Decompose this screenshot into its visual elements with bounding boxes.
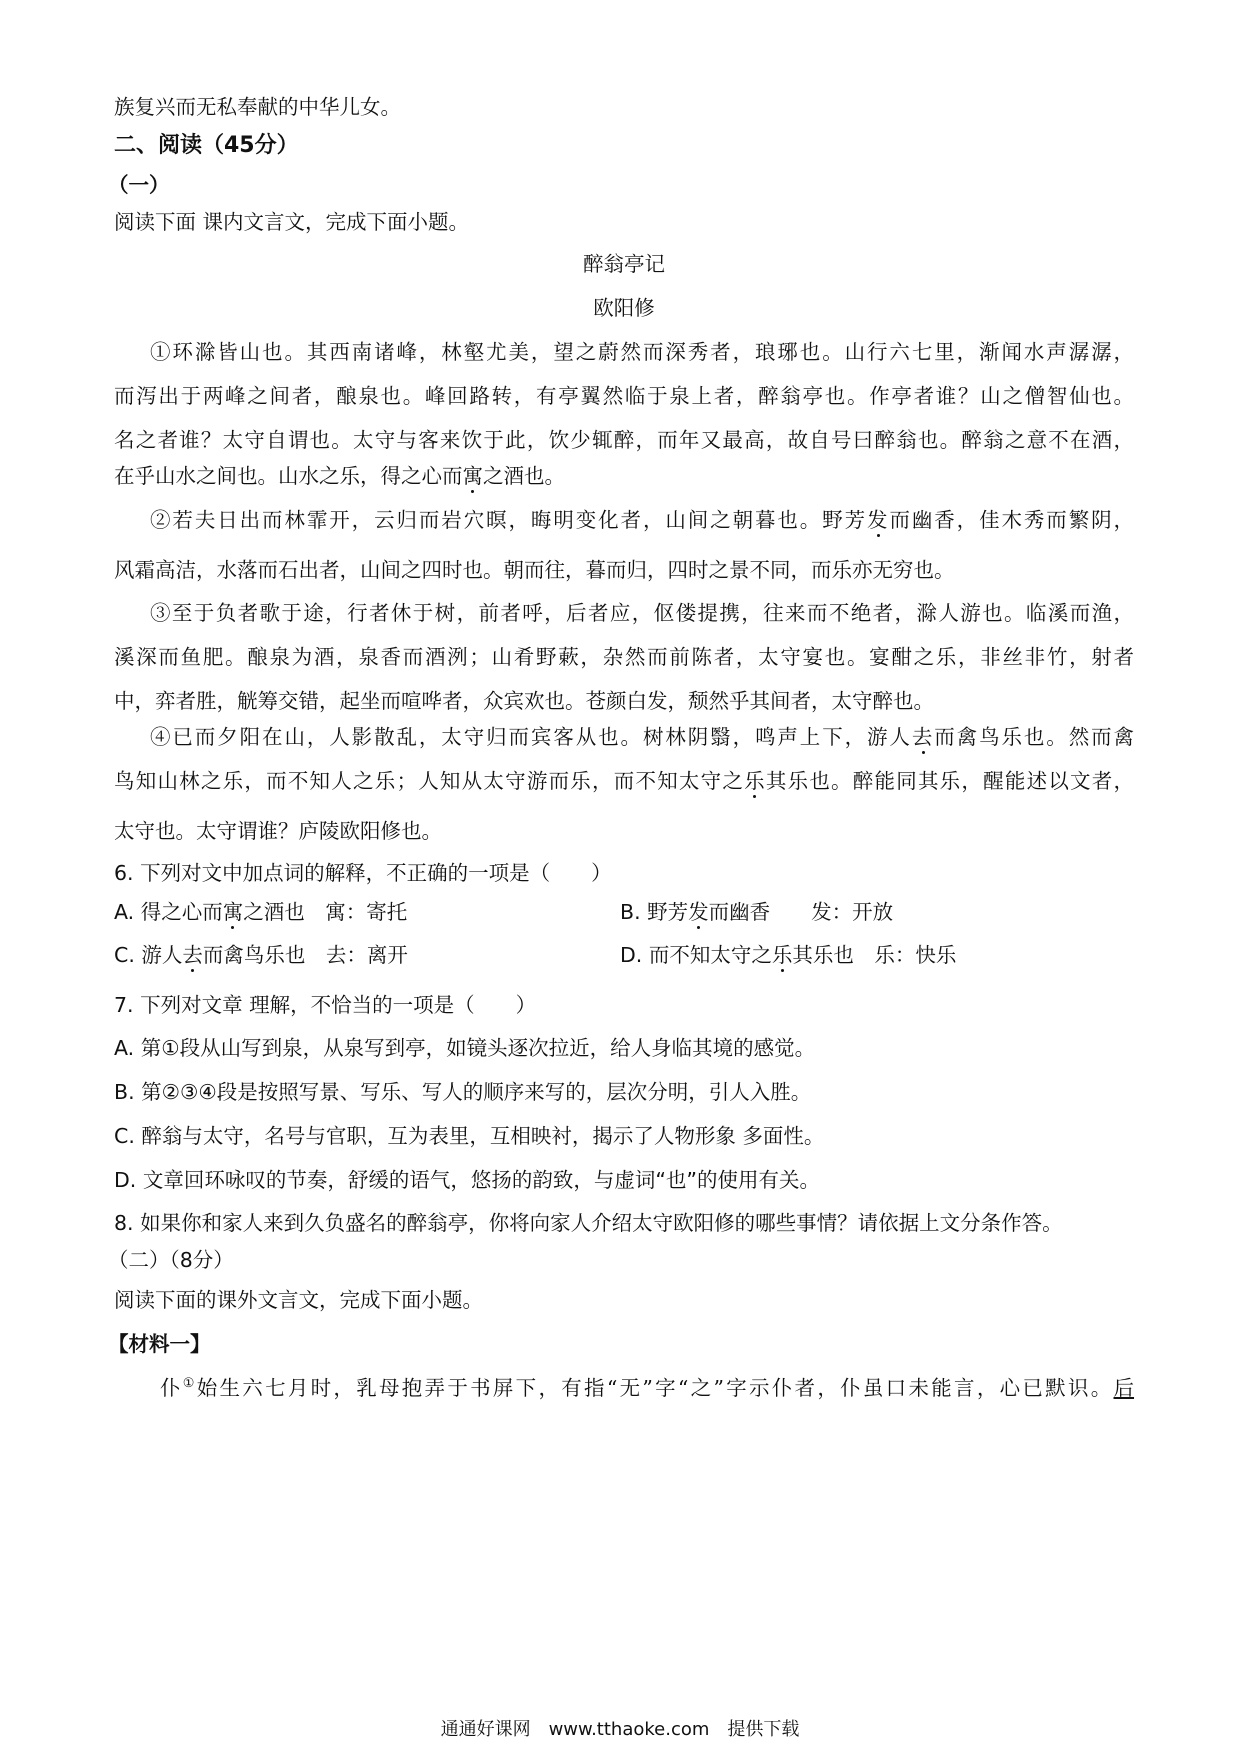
p2-line1-b: 而幽香，佳木秀而繁阴， xyxy=(889,508,1135,532)
q6-d-dot: 乐 xyxy=(771,943,793,967)
p2-line1 xyxy=(150,505,1134,535)
q6-b-pre: B. 野芳 xyxy=(620,900,689,924)
p4-line1 xyxy=(150,722,1134,752)
q7-option-a: A. 第①段从山写到泉，从泉写到亭，如镜头逐次拉近，给人身临其境的感觉。 xyxy=(114,1036,816,1060)
p4-line2-a: 鸟知山林之乐，而不知人之乐；人知从太守游而乐，而不知太守之 xyxy=(114,769,745,793)
p4-line1-b: 而禽鸟乐也。然而禽 xyxy=(934,725,1135,749)
part2-instruction: 阅读下面的课外文言文，完成下面小题。 xyxy=(114,1288,483,1312)
passage-author: 欧阳修 xyxy=(593,296,655,320)
q6-c-dot: 去 xyxy=(182,943,203,967)
p1-line4-a: 在乎山水之间也。山水之乐，得之心而 xyxy=(114,464,463,488)
q8-stem: 8. 如果你和家人来到久负盛名的醉翁亭，你将向家人介绍太守欧阳修的哪些事情？请依据上文分条作答。 xyxy=(114,1211,1063,1235)
dotted-word-fa: 发 xyxy=(867,508,890,532)
q6-d-post: 其乐也 乐：快乐 xyxy=(792,943,957,967)
p1-line2: 而泻出于两峰之间者，酿泉也。峰回路转，有亭翼然临于泉上者，醉翁亭也。作亭者谁？山之僧智仙也。 xyxy=(114,384,1134,408)
p2-line2: 风霜高洁，水落而石出者，山间之四时也。朝而往，暮而归，四时之景不同，而乐亦无穷也。 xyxy=(114,558,955,582)
material-line1-a: 仆 xyxy=(160,1376,183,1400)
q6-stem: 6. 下列对文中加点词的解释，不正确的一项是（ ） xyxy=(114,861,612,885)
passage-title: 醉翁亭记 xyxy=(583,252,665,276)
section-heading: 二、阅读（45分） xyxy=(114,133,299,158)
dotted-word-le: 乐 xyxy=(744,769,766,793)
q6-a-post: 之酒也 寓：寄托 xyxy=(243,900,408,924)
q6-b-dot: 发 xyxy=(688,900,709,924)
dotted-word-qu: 去 xyxy=(911,725,935,749)
q6-a-pre: A. 得之心而 xyxy=(114,900,223,924)
q6-option-d xyxy=(620,940,1120,970)
q6-c-post: 而禽鸟乐也 去：离开 xyxy=(202,943,408,967)
q6-a-dot: 寓 xyxy=(222,900,244,924)
p3-line3: 中，弈者胜，觥筹交错，起坐而喧哗者，众宾欢也。苍颜白发，颓然乎其间者，太守醉也。 xyxy=(114,689,934,713)
q6-d-pre: D. 而不知太守之 xyxy=(620,943,772,967)
part1-label: （一） xyxy=(108,173,170,197)
part1-instruction: 阅读下面 课内文言文，完成下面小题。 xyxy=(114,210,470,234)
q7-stem: 7. 下列对文章 理解，不恰当的一项是（ ） xyxy=(114,993,537,1017)
p4-line1-a: ④已而夕阳在山，人影散乱，太守归而宾客从也。树林阴翳，鸣声上下，游人 xyxy=(150,725,912,749)
p3-line1: ③至于负者歌于途，行者休于树，前者呼，后者应，伛偻提携，往来而不绝者，滁人游也。临溪而渔， xyxy=(150,601,1134,625)
p2-line1-a: ②若夫日出而林霏开，云归而岩穴暝，晦明变化者，山间之朝暮也。野芳 xyxy=(150,508,868,532)
part2-label: （二）（8分） xyxy=(108,1248,234,1272)
page-footer: 通通好课网 www.tthaoke.com 提供下载 xyxy=(440,1719,800,1740)
p4-line2-b: 其乐也。醉能同其乐，醒能述以文者， xyxy=(765,769,1135,793)
q6-c-pre: C. 游人 xyxy=(114,943,183,967)
p3-line2: 溪深而鱼肥。酿泉为酒，泉香而酒洌；山肴野蔌，杂然而前陈者，太守宴也。宴酣之乐，非丝非竹，射者 xyxy=(114,645,1134,669)
p1-line4-b: 之酒也。 xyxy=(483,464,565,488)
q7-option-d: D. 文章回环咏叹的节奏，舒缓的语气，悠扬的韵致，与虚词“也”的使用有关。 xyxy=(114,1168,821,1192)
footnote-marker: ① xyxy=(182,1376,197,1392)
underlined-word: 后 xyxy=(1113,1376,1135,1400)
q6-option-b xyxy=(620,897,1120,927)
p4-line3: 太守也。太守谓谁？庐陵欧阳修也。 xyxy=(114,819,442,843)
q6-option-a xyxy=(114,897,594,927)
material-line1 xyxy=(160,1373,1134,1403)
p1-line1: ①环滁皆山也。其西南诸峰，林壑尤美，望之蔚然而深秀者，琅琊也。山行六七里，渐闻水声潺潺， xyxy=(150,340,1134,364)
q6-option-c xyxy=(114,940,594,970)
dotted-word-yu: 寓 xyxy=(462,464,483,488)
p4-line2 xyxy=(114,766,1134,796)
p1-line4 xyxy=(114,461,1134,491)
p1-line3: 名之者谁？太守自谓也。太守与客来饮于此，饮少辄醉，而年又最高，故自号曰醉翁也。醉翁之意不在酒， xyxy=(114,428,1134,452)
material-label: 【材料一】 xyxy=(108,1332,211,1356)
material-line1-b: 始生六七月时，乳母抱弄于书屏下，有指“无”字“之”字示仆者，仆虽口未能言，心已默识。 xyxy=(196,1376,1114,1400)
q7-option-b: B. 第②③④段是按照写景、写乐、写人的顺序来写的，层次分明，引人入胜。 xyxy=(114,1080,812,1104)
q6-b-post: 而幽香 发：开放 xyxy=(708,900,894,924)
continuation-text: 族复兴而无私奉献的中华儿女。 xyxy=(114,95,401,119)
q7-option-c: C. 醉翁与太守，名号与官职，互为表里，互相映衬，揭示了人物形象 多面性。 xyxy=(114,1124,825,1148)
